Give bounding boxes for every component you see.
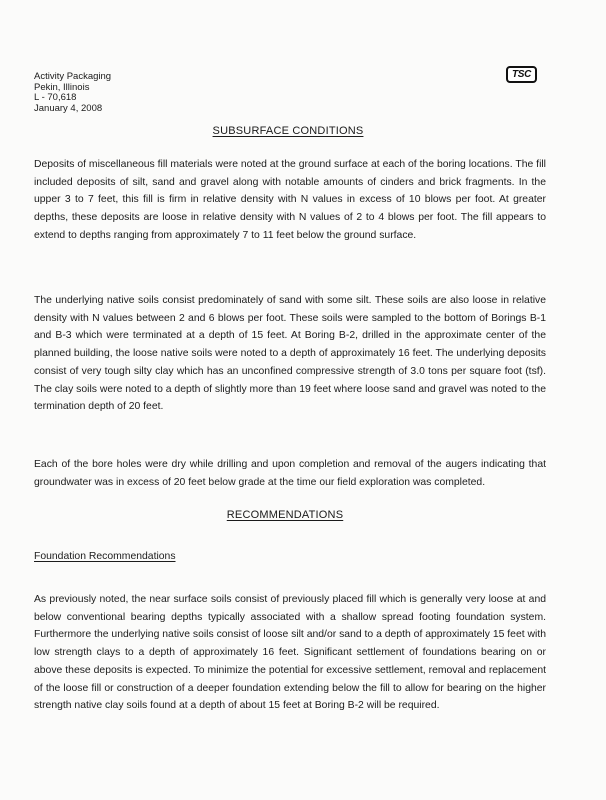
groundwater-paragraph: Each of the bore holes were dry while drilling and upon completion and removal of the augers indicating that groundwater was in excess of 20 feet below grade at the time our field exploration was completed.: [34, 459, 546, 488]
client-location: Pekin, Illinois: [34, 81, 90, 93]
report-date: January 4, 2008: [34, 102, 103, 114]
recommendations-heading: RECOMMENDATIONS: [226, 509, 344, 521]
subsurface-conditions-heading: SUBSURFACE CONDITIONS: [212, 125, 364, 137]
native-soils-paragraph: The underlying native soils consist predominately of sand with some silt. These soils are also loose in relative density with N values between 2 and 6 blows per foot. These soils were sampled to the bottom of Borings B-1 and B-3 which were terminated at a depth of 15 feet. At Boring B-2, drilled in the approximate center of the planned building, the loose native soils were noted to a depth of approximately 16 feet. The underlying deposits consist of very tough silty clay which has an unconfined compressive strength of 3.0 tons per square foot (tsf). The clay soils were noted to a depth of slightly more than 19 feet where loose sand and gravel was noted to the termination depth of 20 feet.: [34, 295, 546, 413]
fill-materials-paragraph: Deposits of miscellaneous fill materials were noted at the ground surface at each of the boring locations. The fill included deposits of silt, sand and gravel along with notable amounts of cinders and brick fragments. In the upper 3 to 7 feet, this fill is firm in relative density with N values in excess of 10 blows per foot. At greater depths, these deposits are loose in relative density with N values of 2 to 4 blows per foot. The fill appears to extend to depths ranging from approximately 7 to 11 feet below the ground surface.: [34, 159, 546, 241]
tsc-logo-text: TSC: [511, 69, 532, 80]
foundation-recommendations-subheading: Foundation Recommendations: [34, 551, 176, 562]
project-number: L - 70,618: [34, 92, 77, 103]
client-name: Activity Packaging: [34, 71, 112, 82]
tsc-logo: [506, 66, 537, 83]
foundation-recommendations-paragraph: As previously noted, the near surface soils consist of previously placed fill which is generally very loose at and below conventional bearing depths typically associated with a shallow spread footing foundation system. Furthermore the underlying native soils consist of loose silt and/or sand to a depth of approximately 15 feet with low strength clays to a depth of approximately 16 feet. Significant settlement of foundations bearing on or above these deposits is expected. To minimize the potential for excessive settlement, removal and replacement of the loose fill or construction of a deeper foundation extending below the fill to allow for bearing on the higher strength native clay soils found at a depth of about 15 feet at Boring B-2 will be required.: [34, 594, 546, 712]
document-header: [34, 72, 111, 114]
